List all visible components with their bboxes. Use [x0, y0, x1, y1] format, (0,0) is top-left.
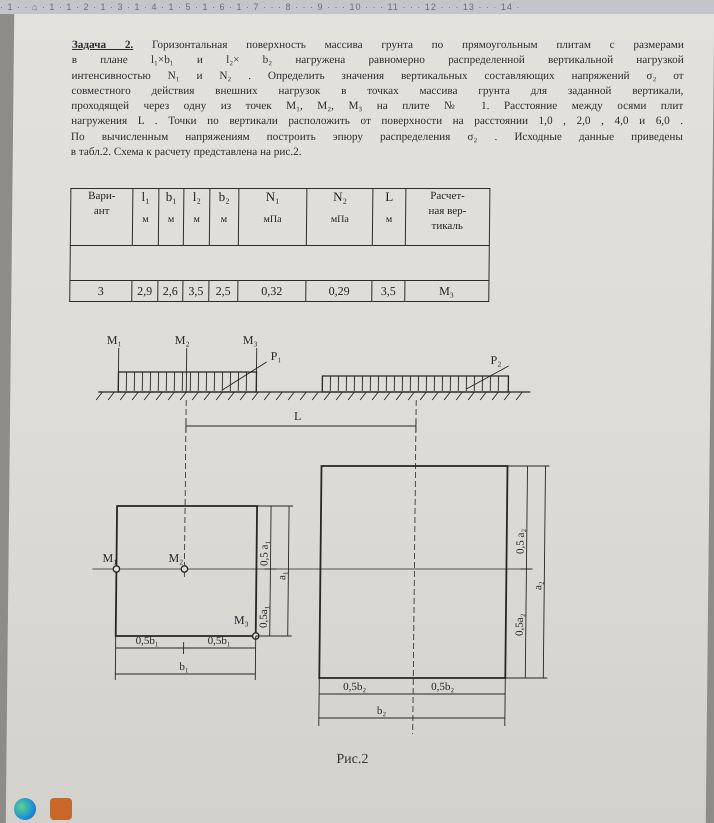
task-line-8: в табл.2. Схема к расчету представлена на рис.2.	[70, 146, 302, 159]
plate-2-axis	[413, 400, 416, 734]
label-half-a1-top: 0,5 a₁	[258, 540, 271, 566]
label-half-b1-right: 0,5b₁	[207, 635, 231, 647]
label-half-b2-left: 0,5b₂	[343, 681, 367, 693]
task-line-5: проходящей через одну из точек M₁, M₂, M₃ на плите № 1. Расстояние между осями плит	[71, 100, 684, 113]
document-page	[6, 14, 714, 823]
p2-leader	[466, 366, 508, 389]
label-m2: M₂	[168, 551, 184, 565]
load-2-arrows	[330, 376, 498, 391]
header-design-vertical: Расчет- ная вер- тикаль	[405, 189, 490, 246]
task-line-6: нагружения L . Точки по вертикали расположить от поверхности на расстоянии 1,0 , 2,0 , 4,0 и 6,0 .	[71, 115, 684, 128]
cell-l1: 2,9	[132, 281, 158, 302]
header-n1: N₁ мПа	[238, 189, 307, 246]
label-p1: P₁	[270, 349, 282, 363]
label-m2-top: M₂	[174, 333, 190, 347]
label-p2: P₂	[490, 353, 502, 367]
task-line-7: По вычисленным напряжениям построить эпюру распределения σ₂ . Исходные данные приведены	[70, 130, 684, 143]
label-half-b1-left: 0,5b₁	[135, 635, 159, 647]
header-l2: l₂ м	[184, 189, 210, 246]
taskbar-partial	[0, 795, 124, 823]
label-half-b2-right: 0,5b₂	[431, 681, 455, 693]
cell-n1: 0,32	[237, 281, 306, 302]
task-line-3: интенсивностью N₁ и N₂ . Определить значения вертикальных составляющих напряжений σ₂ от	[71, 69, 684, 82]
p1-leader	[222, 362, 266, 390]
app-icon[interactable]	[50, 798, 72, 820]
cell-l2: 3,5	[183, 281, 209, 302]
label-a2: a₂	[532, 581, 545, 590]
header-b1: b₁ м	[158, 189, 184, 246]
header-n2: N₂ мПа	[306, 189, 373, 246]
label-a1: a₁	[276, 571, 289, 580]
cell-b1: 2,6	[157, 281, 183, 302]
label-half-a2-top: 0,5 a₂	[514, 528, 527, 554]
header-l1: l₁ м	[132, 189, 158, 246]
header-L: L м	[373, 189, 406, 246]
label-b1: b₁	[179, 661, 189, 673]
load-2-distribution	[322, 376, 508, 392]
label-m1: M₁	[102, 551, 118, 565]
label-m3: M₃	[233, 613, 249, 627]
label-half-a2-bottom: 0,5a₂	[513, 613, 526, 636]
cell-b2: 2,5	[209, 281, 238, 302]
figure-caption: Рис.2	[336, 752, 369, 767]
task-line-1: Задача 2. Горизонтальная поверхность массива грунта по прямоугольным плитам с размерами	[71, 39, 684, 51]
label-b2: b₂	[376, 705, 387, 717]
point-m2	[181, 566, 187, 572]
label-m3-top: M₃	[242, 333, 258, 347]
plate-1-axis	[184, 400, 186, 580]
task-line-2: в плане l₁×b₁ и l₂× b₂ нагружена равномерно распределенной вертикальной нагрузкой	[71, 54, 684, 67]
header-variant: Вари- ант	[70, 189, 133, 246]
cell-L: 3,5	[372, 281, 404, 302]
header-b2: b₂ м	[209, 189, 238, 246]
loading-scheme-diagram	[6, 14, 714, 814]
label-half-a1-bottom: 0,5a₁	[257, 605, 271, 628]
task-line-4: совместного действия внешних нагрузок в точках массива грунта для заданной вертикали,	[71, 84, 684, 97]
ground-hatching	[96, 392, 522, 400]
task-title: Задача 2.	[71, 39, 134, 51]
cell-n2: 0,29	[306, 281, 372, 302]
edge-browser-icon[interactable]	[14, 798, 36, 820]
cell-design-vertical: M₃	[404, 281, 489, 302]
point-m1	[113, 566, 119, 572]
label-m1-top: M₁	[106, 333, 122, 347]
label-L: L	[293, 409, 302, 423]
document-ruler: · 1 · · ⌂ · 1 · 1 · 2 · 1 · 3 · 1 · 4 · 1 · 5 · 1 · 6 · 1 · 7 · · · 8 · · · 9 · · · 10 · · · 11 · · · 12 · · · 13 · · · 14 ·	[0, 0, 714, 14]
cell-variant: 3	[70, 281, 132, 302]
